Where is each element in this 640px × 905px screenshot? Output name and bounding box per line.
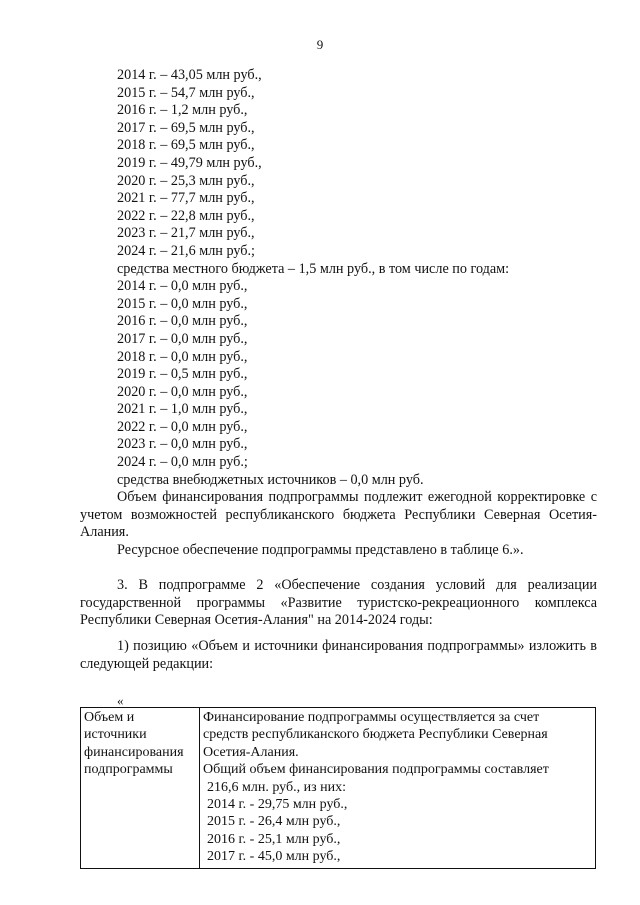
content-line: Осетия-Алания. [203, 744, 299, 760]
table-cell-content [200, 708, 596, 869]
list-item: 2019 г. – 49,79 млн руб., [117, 154, 262, 171]
label-line: подпрограммы [84, 762, 173, 778]
page-number: 9 [316, 37, 324, 52]
content-line: средств республиканского бюджета Республики Северная [203, 727, 548, 743]
list-item: 2017 г. – 69,5 млн руб., [117, 119, 255, 136]
content-line: Общий объем финансирования подпрограммы составляет [203, 762, 549, 778]
adjustment-paragraph: Объем финансирования подпрограммы подлежит ежегодной корректировке с учетом возможностей республиканского бюджета Республики Северная Осетия-Алания. [80, 489, 597, 541]
regional-budget-list [117, 67, 597, 489]
list-item: 2015 г. – 54,7 млн руб., [117, 84, 255, 101]
content-line: 2017 г. - 45,0 млн руб., [207, 849, 341, 865]
list-item: 2023 г. – 21,7 млн руб., [117, 225, 255, 242]
local-budget-heading: средства местного бюджета – 1,5 млн руб., в том числе по годам: [117, 260, 510, 277]
quote-open: « [117, 693, 124, 708]
list-item: 2024 г. – 21,6 млн руб.; [117, 242, 255, 259]
extrabudget-line: средства внебюджетных источников – 0,0 млн руб. [117, 471, 424, 488]
list-item: 2022 г. – 0,0 млн руб., [117, 418, 248, 435]
label-line: Объем и [84, 710, 135, 725]
table-row [81, 708, 596, 869]
list-item: 2018 г. – 0,0 млн руб., [117, 348, 248, 365]
list-item: 2022 г. – 22,8 млн руб., [117, 207, 255, 224]
list-item: 2016 г. – 1,2 млн руб., [117, 102, 248, 119]
section-3-paragraph: 3. В подпрограмме 2 «Обеспечение создания условий для реализации государственной программы «Развитие туристско-рекреационного комплекса Республики Северная Осетия-Алания" на 2014-2024 годы: [80, 577, 597, 629]
list-item: 2014 г. – 0,0 млн руб., [117, 278, 248, 295]
item-1-paragraph: 1) позицию «Объем и источники финансирования подпрограммы» изложить в следующей редакции: [80, 638, 597, 672]
list-item: 2019 г. – 0,5 млн руб., [117, 366, 248, 383]
content-line: 2015 г. - 26,4 млн руб., [207, 814, 341, 830]
funding-table [80, 707, 596, 869]
list-item: 2024 г. – 0,0 млн руб.; [117, 454, 248, 471]
list-item: 2018 г. – 69,5 млн руб., [117, 137, 255, 154]
list-item: 2021 г. – 77,7 млн руб., [117, 190, 255, 207]
table-cell-label [81, 708, 200, 869]
list-item: 2021 г. – 1,0 млн руб., [117, 401, 248, 418]
list-item: 2020 г. – 0,0 млн руб., [117, 383, 248, 400]
label-line: финансирования [84, 744, 184, 760]
list-item: 2014 г. – 43,05 млн руб., [117, 67, 262, 83]
list-item: 2015 г. – 0,0 млн руб., [117, 295, 248, 312]
content-line: 2016 г. - 25,1 млн руб., [207, 831, 341, 847]
list-item: 2017 г. – 0,0 млн руб., [117, 330, 248, 347]
resource-line: Ресурсное обеспечение подпрограммы представлено в таблице 6.». [117, 542, 524, 558]
list-item: 2023 г. – 0,0 млн руб., [117, 436, 248, 453]
content-line: 2014 г. - 29,75 млн руб., [207, 797, 348, 813]
content-line: Финансирование подпрограммы осуществляется за счет [203, 710, 540, 725]
list-item: 2016 г. – 0,0 млн руб., [117, 313, 248, 330]
list-item: 2020 г. – 25,3 млн руб., [117, 172, 255, 189]
content-line: 216,6 млн. руб., из них: [207, 779, 346, 795]
label-line: источники [84, 727, 147, 743]
